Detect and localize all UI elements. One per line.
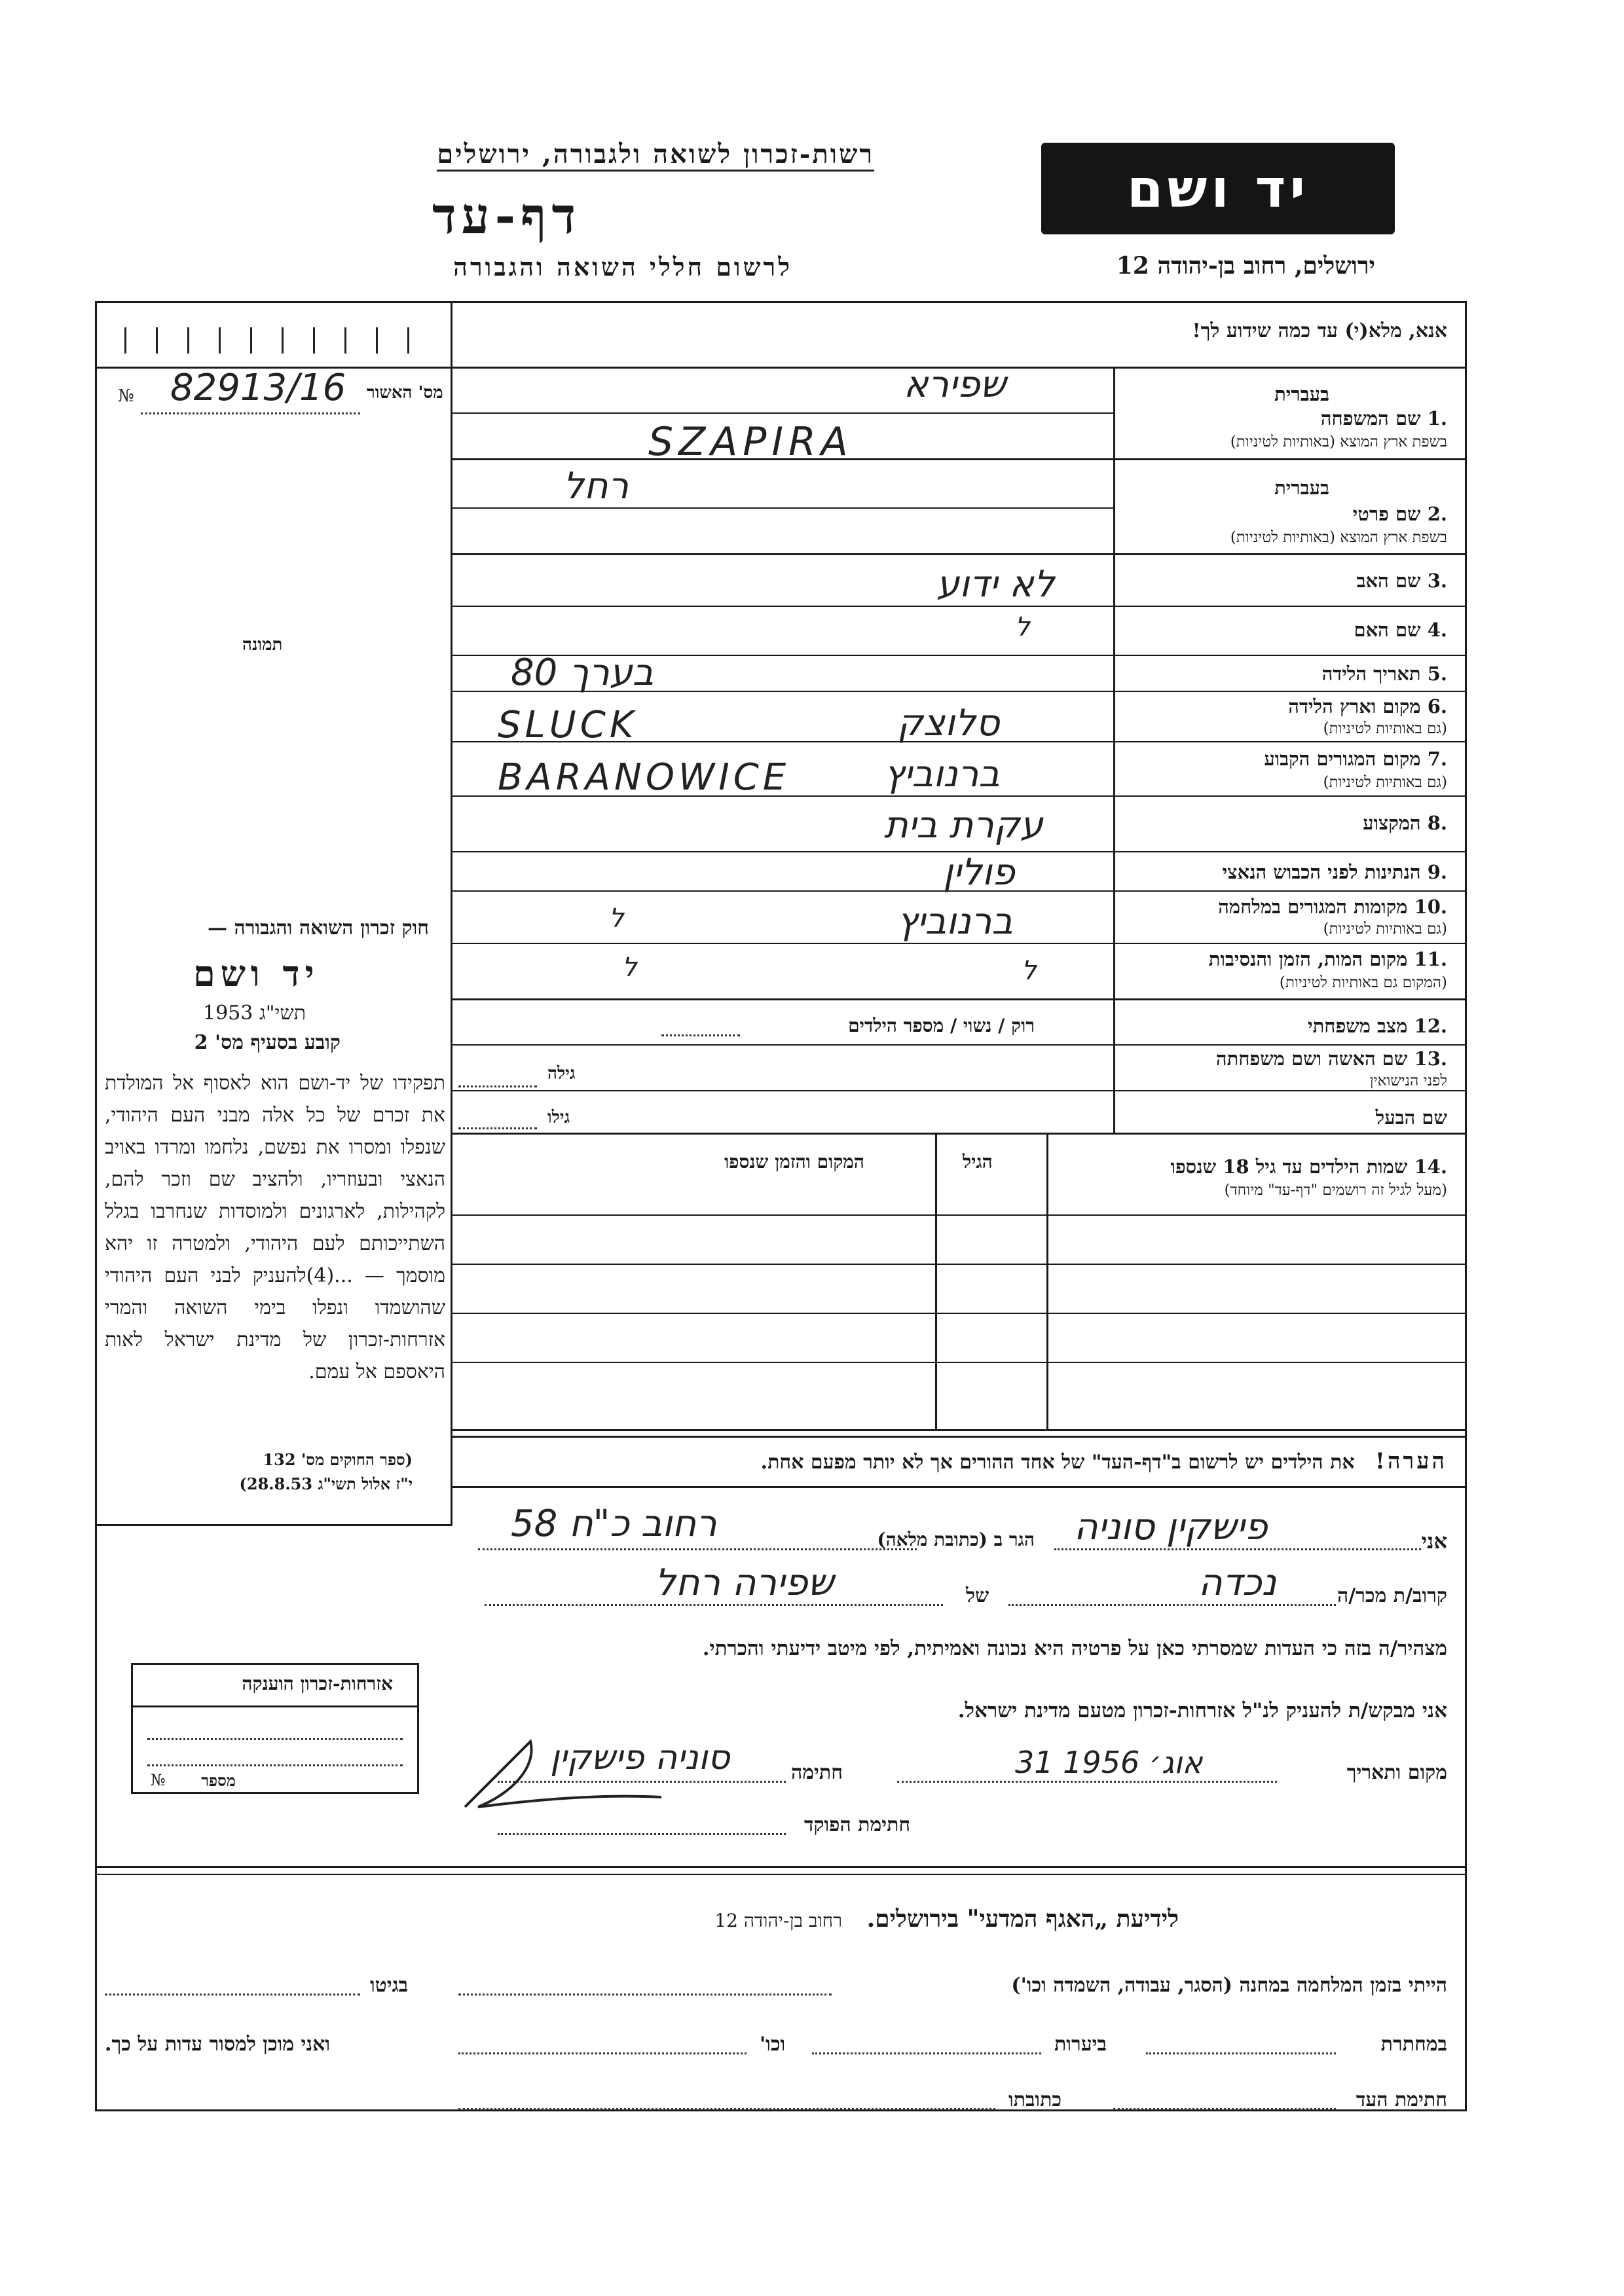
mother-name-value: ל — [1015, 612, 1030, 642]
field6-note: (גם באותיות לטיניות) — [1323, 720, 1447, 737]
registration-ticks — [124, 327, 439, 354]
of-value: שפירה רחל — [655, 1561, 834, 1604]
signature-label: חתימה — [791, 1761, 843, 1784]
death-place-mark-2: ל — [1022, 956, 1037, 986]
field7-label: .7 מקום המגורים הקבוע — [1264, 748, 1447, 770]
footer-line3-b: כתובתו — [1008, 2088, 1062, 2111]
law-heading: חוק זכרון השואה והגבורה — — [208, 917, 429, 939]
husband-name-label: שם הבעל — [1375, 1106, 1447, 1129]
field2-origin-note: בשפת ארץ המוצא (באותיות לטיניות) — [1230, 529, 1447, 546]
field8-label: .8 המקצוע — [1363, 812, 1447, 834]
declarant-ani: אני — [1421, 1529, 1447, 1554]
residence-latin-value: BARANOWICE — [498, 756, 790, 799]
footer-line3-a: חתימת העד — [1356, 2088, 1447, 2111]
place-date-label: מקום ותאריך — [1346, 1761, 1447, 1784]
note-text — [761, 1448, 1447, 1474]
birthplace-latin-value: SLUCK — [498, 704, 638, 746]
field12-label: .12 מצב משפחתי — [1308, 1015, 1447, 1037]
note-label: הערה! — [1375, 1448, 1447, 1474]
law-ref-2: י"ז אלול תשי"ג 28.8.53) — [239, 1474, 413, 1493]
relation-label: קרוב/ת מכר/ה — [1337, 1584, 1447, 1607]
footer-line2-b: ביערות — [1054, 2033, 1107, 2056]
footer-line1-b: בגיטו — [370, 1974, 409, 1997]
field9-label: .9 הנתינות לפני הכבוש הנאצי — [1222, 861, 1447, 883]
citizenship-no: № — [151, 1771, 166, 1789]
field13-note: לפני הנישואין — [1369, 1072, 1447, 1089]
residence-hebrew-value: ברנוביץ — [884, 753, 1000, 795]
law-year: תשי"ג 1953 — [203, 1002, 306, 1025]
profession-value: עקרת בית — [884, 804, 1043, 847]
footer-line1-a: הייתי בזמן המלחמה במחנה (הסגר, עבודה, השמדה וכו') — [1011, 1974, 1447, 1997]
field14-note: (מעל לגיל זה רושמים "דף-עד" מיוחד) — [1224, 1182, 1447, 1199]
signature-value: סוניה פישקין — [550, 1738, 730, 1777]
law-clause: קובע בסעיף מס' 2 — [194, 1031, 341, 1054]
photo-label: תמונה — [242, 635, 283, 655]
marital-options: רוק / נשוי / מספר הילדים — [848, 1015, 1035, 1036]
footer-title — [714, 1905, 1179, 1933]
date-value: 31 אוג׳ 1956 — [1015, 1745, 1203, 1780]
father-name-value: לא ידוע — [936, 563, 1055, 606]
children-age-header: הגיל — [963, 1151, 993, 1173]
field1-hebrew-tag: בעברית — [1274, 383, 1329, 405]
declare-statement: מצהיר/ה בזה כי העדות שמסרתי כאן על פרטיה היא נכונה ואמיתית, לפי מיטב ידיעתי והכרתי. — [702, 1637, 1447, 1660]
reg-number-value: 82913/16 — [170, 367, 346, 409]
relation-value: נכדה — [1198, 1561, 1277, 1604]
surname-hebrew-value: שפירא — [904, 363, 1006, 406]
logo-text: יד ושם — [1126, 158, 1310, 219]
footer-line2-a: במחתרת — [1380, 2033, 1447, 2056]
field11-label: .11 מקום המות, הזמן והנסיבות — [1208, 948, 1447, 970]
signature-scribble — [452, 1728, 674, 1820]
field10-note: (גם באותיות לטיניות) — [1323, 920, 1447, 938]
field11-note: (המקום גם באותיות לטיניות) — [1279, 974, 1447, 991]
reg-number-label: מס' האשור — [367, 383, 443, 403]
husband-age-label: גילו — [547, 1108, 570, 1127]
law-yad-vashem: יד ושם — [193, 953, 320, 994]
law-body: תפקידו של יד-ושם הוא לאסוף אל המולדת את זכרם של כל אלה מבני העם היהודי, שנפלו ומסרו את נפשם, נלחמו ומרדו באויב הנאצי ובעוזריו, ולהציב שם וזכר להם, לקהילות, לארגונים ולמוסדות שנחרבו בגלל השתייכותם לעם היהודי, ולמטרה זו יהא מוסמך — ...(4)להעניק לבני העם היהודי שהושמדו ונפלו בימי השואה והמרי אזרחות-זכרון של מדינת ישראל לאות היאספם אל עמם. — [105, 1072, 446, 1383]
footer-title-text: לידיעת „האגף המדעי" בירושלים. — [866, 1905, 1179, 1933]
declarant-address-value: רחוב כ"ח 58 — [511, 1503, 717, 1545]
reg-no-symbol: № — [118, 386, 134, 406]
official-signature-label: חתימת הפוקד — [804, 1813, 911, 1836]
field2-label: .2 שם פרטי — [1352, 503, 1447, 525]
footer-address: רחוב בן-יהודה 12 — [714, 1910, 842, 1931]
citizenship-title: אזרחות-זכרון הוענקה — [242, 1673, 393, 1694]
field5-label: .5 תאריך הלידה — [1321, 663, 1447, 685]
instruction-text: אנא, מלא(י) עד כמה שידוע לך! — [1192, 319, 1447, 342]
field3-label: .3 שם האב — [1356, 570, 1447, 592]
field6-label: .6 מקום וארץ הלידה — [1288, 695, 1447, 718]
law-ref-1: (ספר החוקים מס' 132 — [263, 1450, 413, 1469]
footer-line2-c: וכו' — [760, 2033, 786, 2056]
surname-latin-value: SZAPIRA — [648, 419, 853, 465]
authority-name: רשות-זכרון לשואה ולגבורה, ירושלים — [437, 139, 874, 172]
form-subtitle: לרשום חללי השואה והגבורה — [453, 252, 792, 282]
death-place-mark: ל — [622, 953, 637, 983]
firstname-hebrew-value: רחל — [563, 465, 629, 507]
request-statement: אני מבקש/ת להעניק לנ"ל אזרחות-זכרון מטעם מדינת ישראל. — [957, 1699, 1447, 1722]
field1-origin-note: בשפת ארץ המוצא (באותיות לטיניות) — [1230, 433, 1447, 450]
note-body: את הילדים יש לרשום ב"דף-העד" של אחד ההורים אך לא יותר מפעם אחת. — [760, 1451, 1355, 1474]
field10-label: .10 מקומות המגורים במלחמה — [1218, 896, 1447, 918]
declarant-name-value: פישקין סוניה — [1074, 1506, 1268, 1548]
yad-vashem-logo — [1041, 143, 1395, 234]
declarant-lives-label: הגר ב (כתובת מלאה) — [877, 1529, 1035, 1550]
header-address: ירושלים, רחוב בן-יהודה 12 — [1116, 252, 1375, 280]
field4-label: .4 שם האם — [1354, 619, 1447, 641]
of-label: של — [966, 1584, 989, 1607]
field13-label: .13 שם האשה ושם משפחתה — [1215, 1048, 1447, 1070]
field2-hebrew-tag: בעברית — [1274, 477, 1329, 499]
wife-age-label: גילה — [547, 1064, 576, 1084]
field7-note: (גם באותיות לטיניות) — [1323, 774, 1447, 791]
wartime-residence-value: ברנוביץ — [897, 900, 1013, 943]
nationality-value: פולין — [943, 851, 1015, 894]
citizenship-number-label: מספר — [201, 1771, 236, 1790]
form-title: דף-עד — [432, 187, 581, 245]
birth-date-value: 80 בערך — [511, 651, 654, 694]
children-place-header: המקום והזמן שנספו — [724, 1151, 864, 1173]
field14-label: .14 שמות הילדים עד גיל 18 שנספו — [1170, 1156, 1447, 1178]
footer-line2-d: ואני מוכן למסור עדות על כך. — [105, 2033, 331, 2056]
wartime-residence-mark: ל — [609, 903, 624, 934]
field1-label: .1 שם המשפחה — [1320, 407, 1447, 429]
birthplace-hebrew-value: סלוצק — [897, 702, 1000, 744]
